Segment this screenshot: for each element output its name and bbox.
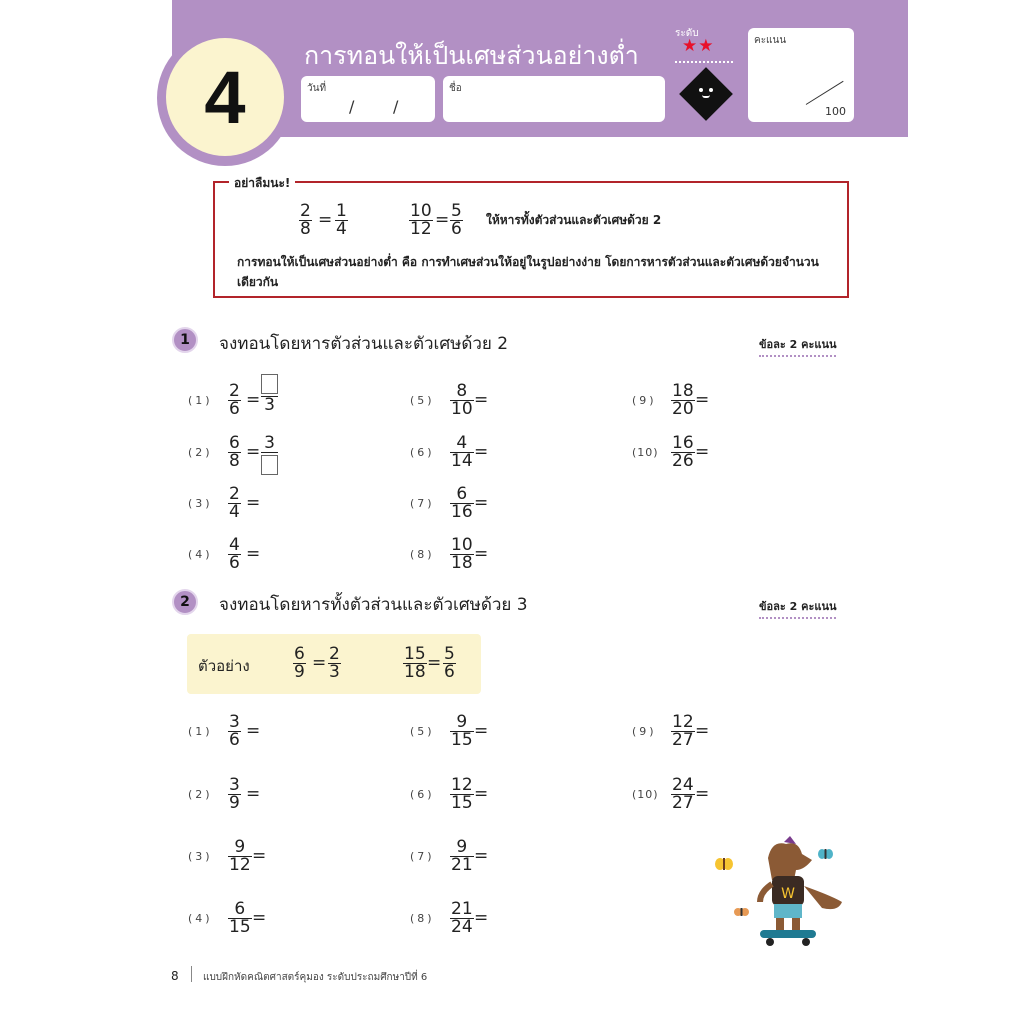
fraction: 6 9 — [294, 644, 305, 682]
level-label: ระดับ — [675, 28, 699, 39]
equals-sign: = — [427, 653, 442, 673]
example-label: ตัวอย่าง — [198, 657, 250, 675]
problem-label: (8) — [410, 548, 435, 561]
equals-sign: = — [695, 721, 710, 741]
equals-sign: = — [474, 846, 489, 866]
problem-label: (8) — [410, 912, 435, 925]
problem-fraction: 12 15 — [451, 775, 473, 813]
problem-label: (7) — [410, 850, 435, 863]
section-2-badge: 2 — [172, 589, 198, 615]
problem-label: (6) — [410, 446, 435, 459]
answer-fraction: 3 — [261, 435, 278, 475]
problem-label: (10) — [632, 788, 659, 801]
problem-fraction: 2 6 — [229, 381, 240, 419]
problem-label: (5) — [410, 725, 435, 738]
problem-fraction: 9 15 — [451, 712, 473, 750]
problem-label: (1) — [188, 394, 213, 407]
reminder-title: อย่าลืมนะ! — [229, 174, 295, 193]
fraction: 10 12 — [410, 201, 432, 239]
equals-sign: = — [474, 784, 489, 804]
equals-sign: = — [435, 210, 450, 230]
equals-sign: = — [695, 784, 710, 804]
equals-sign: = — [252, 908, 267, 928]
equals-sign: = — [474, 493, 489, 513]
date-separator: / — [393, 97, 399, 116]
book-title: แบบฝึกหัดคณิตศาสตร์คุมอง ระดับประถมศึกษาปีที่ 6 — [203, 972, 428, 983]
wolf-skateboard-illustration — [712, 836, 852, 950]
problem-fraction: 2 4 — [229, 484, 240, 522]
section-2-title: จงทอนโดยหารทั้งตัวส่วนและตัวเศษด้วย 3 — [219, 595, 528, 615]
problem-fraction: 9 21 — [451, 837, 473, 875]
date-separator: / — [349, 97, 355, 116]
problem-fraction: 9 12 — [229, 837, 251, 875]
svg-text:W: W — [781, 886, 795, 902]
problem-fraction: 3 9 — [229, 775, 240, 813]
equals-sign: = — [474, 442, 489, 462]
fraction: 2 3 — [329, 644, 340, 682]
problem-fraction: 6 8 — [229, 433, 240, 471]
fraction: 15 18 — [404, 644, 426, 682]
footer-divider — [191, 966, 192, 982]
problem-label: (10) — [632, 446, 659, 459]
score-box[interactable] — [748, 28, 854, 122]
equals-sign: = — [252, 846, 267, 866]
problem-label: (4) — [188, 912, 213, 925]
reminder-note: ให้หารทั้งตัวส่วนและตัวเศษด้วย 2 — [486, 213, 662, 227]
score-label: คะแนน — [754, 35, 787, 46]
equals-sign: = — [695, 390, 710, 410]
name-label: ชื่อ — [449, 83, 462, 94]
problem-label: (9) — [632, 394, 657, 407]
page-number: 8 — [171, 969, 179, 983]
problem-fraction: 21 24 — [451, 899, 473, 937]
problem-label: (3) — [188, 497, 213, 510]
equals-sign: = — [474, 721, 489, 741]
butterfly-icon — [734, 908, 749, 916]
problem-label: (1) — [188, 725, 213, 738]
section-1-badge: 1 — [172, 327, 198, 353]
problem-fraction: 6 16 — [451, 484, 473, 522]
equals-sign: = — [246, 493, 261, 513]
butterfly-icon — [818, 849, 833, 859]
reminder-explanation: การทอนให้เป็นเศษส่วนอย่างต่ำ คือ การทำเศษส่วนให้อยู่ในรูปอย่างง่าย โดยการหารตัวส่วนและตัวเศษด้วยจำนวนเดียวกัน — [237, 255, 819, 289]
problem-fraction: 16 26 — [672, 433, 694, 471]
page-title: การทอนให้เป็นเศษส่วนอย่างต่ำ — [304, 41, 639, 70]
section-1-points: ข้อละ 2 คะแนน — [759, 335, 836, 357]
score-slash — [806, 81, 844, 105]
equals-sign: = — [474, 544, 489, 564]
equals-sign: = — [474, 908, 489, 928]
star-rating-icon: ★★ — [682, 36, 715, 56]
problem-fraction: 10 18 — [451, 535, 473, 573]
problem-fraction: 4 6 — [229, 535, 240, 573]
fraction: 1 4 — [336, 201, 347, 239]
answer-fraction: 3 — [261, 374, 278, 414]
problem-fraction: 24 27 — [672, 775, 694, 813]
equals-sign: = — [246, 544, 261, 564]
equals-sign: = — [318, 210, 333, 230]
equals-sign: = — [246, 784, 261, 804]
problem-fraction: 3 6 — [229, 712, 240, 750]
score-max: 100 — [825, 105, 846, 118]
answer-denominator-input[interactable] — [261, 455, 278, 475]
problem-fraction: 8 10 — [451, 381, 473, 419]
date-label: วันที่ — [307, 83, 327, 94]
problem-label: (5) — [410, 394, 435, 407]
date-field[interactable] — [301, 76, 435, 122]
fraction: 2 8 — [300, 201, 311, 239]
equals-sign: = — [246, 442, 261, 462]
equals-sign: = — [312, 653, 327, 673]
equals-sign: = — [695, 442, 710, 462]
equals-sign: = — [246, 721, 261, 741]
dotted-divider — [675, 61, 733, 63]
problem-fraction: 6 15 — [229, 899, 251, 937]
problem-label: (6) — [410, 788, 435, 801]
face-icon — [695, 84, 717, 104]
problem-label: (4) — [188, 548, 213, 561]
equals-sign: = — [246, 390, 261, 410]
problem-label: (2) — [188, 446, 213, 459]
lesson-number: 4 — [166, 38, 284, 156]
problem-label: (9) — [632, 725, 657, 738]
fraction: 5 6 — [444, 644, 455, 682]
equals-sign: = — [474, 390, 489, 410]
fraction: 5 6 — [451, 201, 462, 239]
name-field[interactable] — [443, 76, 665, 122]
butterfly-icon — [715, 858, 733, 870]
problem-label: (7) — [410, 497, 435, 510]
problem-label: (2) — [188, 788, 213, 801]
section-2-points: ข้อละ 2 คะแนน — [759, 597, 836, 619]
problem-fraction: 4 14 — [451, 433, 473, 471]
problem-fraction: 18 20 — [672, 381, 694, 419]
problem-label: (3) — [188, 850, 213, 863]
problem-fraction: 12 27 — [672, 712, 694, 750]
section-1-title: จงทอนโดยหารตัวส่วนและตัวเศษด้วย 2 — [219, 334, 509, 354]
answer-numerator-input[interactable] — [261, 374, 278, 394]
